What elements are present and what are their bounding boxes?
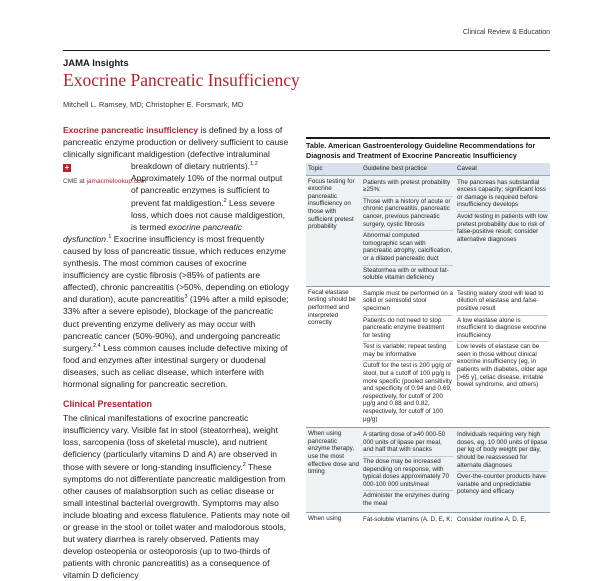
section-heading: Clinical Presentation bbox=[63, 399, 153, 410]
table-cell-caveat bbox=[455, 513, 550, 528]
table-cell-line: Consider routine A, D, E, bbox=[457, 515, 527, 523]
table-cell-line: Fat-soluble vitamins (A, D, E, K; bbox=[363, 515, 453, 523]
cme-block bbox=[63, 160, 147, 222]
lead-term: Exocrine pancreatic insufficiency bbox=[63, 125, 199, 135]
intro-text-e: Exocrine insufficiency is most frequently caused by loss of pancreatic tissue, which reduces enzyme synthesis. The most common causes of exocrine insufficiency are cystic fibrosis (>85% of patients are affected), chronic pancreatitis (>50%, depending on etiology and duration), acute pancreatitis bbox=[63, 233, 289, 305]
table-cell-practice bbox=[361, 513, 455, 528]
table-cell-topic: Focus testing for exocrine pancreatic insufficiency on those with sufficient pretest probability bbox=[306, 176, 361, 286]
table-cell-practice bbox=[361, 428, 455, 511]
table-cell-line: Sample must be performed on a solid or semisolid stool specimen bbox=[363, 289, 453, 316]
intro-text-a: is defined by a loss of pancreatic enzyme production or delivery sufficient to cause clinically significant maldigestion (defective intraluminal breakdown of dietary nutrients). bbox=[63, 125, 289, 172]
section-label: Clinical Review & Education bbox=[462, 29, 550, 36]
body-column bbox=[63, 124, 290, 581]
header-rule bbox=[63, 50, 550, 51]
table-cell-line: Steatorrhea with or without fat-soluble vitamin deficiency bbox=[363, 266, 449, 282]
guideline-table bbox=[306, 137, 550, 523]
table-caption: Table. American Gastroenterology Guideline Recommendations for Diagnosis and Treatment of Exocrine Pancreatic Insufficiency bbox=[306, 141, 536, 160]
citation: 2 bbox=[242, 461, 246, 468]
table-cell-line: Testing watery stool will lead to dilution of elastase and false-positive result bbox=[457, 289, 548, 316]
table-cell-line: A starting dose of ≥40 000-50 000 units of lipase per meal, and half that with snacks bbox=[363, 430, 453, 457]
intro-text-c: Less severe loss, which does not cause maldigestion, is termed bbox=[131, 197, 286, 232]
table-cell-line: A low elastase alone is insufficient to diagnose exocrine insufficiency bbox=[457, 316, 548, 343]
table-cell-line: Administer the enzymes during the meal bbox=[363, 492, 450, 507]
table-cell-topic: Fecal elastase testing should be performed and interpreted correctly bbox=[308, 288, 356, 327]
intro-text-g: Less common causes include defective mixing of food and enzymes after intestinal surgery or duodenal diseases, such as celiac disease, which interfere with hormonal signaling for pancreatic secretion. bbox=[63, 342, 288, 389]
intro-paragraph bbox=[63, 124, 290, 390]
citation: 2 bbox=[223, 197, 227, 204]
table-header-practice: Guideline best practice bbox=[361, 163, 455, 176]
table-cell-practice bbox=[361, 287, 455, 428]
clinical-text-b: These symptoms do not differentiate pancreatic maldigestion from other causes of malabsorption such as celiac disease or small intestinal bacterial overgrowth. Symptoms may also include bloating and excess flatulence. Patients may note oil or grease in the stool or toilet water and malodorous stools, but watery diarrhea is rarely observed. Patients may develop osteopenia or osteoporosis (up to two-thirds of patients with chronic pancreatitis) as a consequence of vitamin D deficiency bbox=[63, 461, 290, 581]
table-cell-practice bbox=[361, 176, 455, 286]
cme-label: CME at bbox=[63, 178, 87, 186]
table-header-caveat: Caveat bbox=[455, 163, 550, 176]
intro-text-f: (19% after a mild episode; 33% after a severe episode), blockage of the pancreatic duct preventing enzyme delivery as may occur with pancreatic cancer (50%-90%), and undergoing pancreatic surgery. bbox=[63, 294, 289, 353]
citation: 1,2 bbox=[250, 161, 258, 168]
table-cell-line: Cutoff for the test is 200 μg/g of stool, but a cutoff of 100 μg/g is more specific (pooled sensitivity and specificity of 0.94 and 0.69, respectively, for cutoff of 200 μg/g and 0.88 and 0.82, respectively, for cutoff of 100 μg/g) bbox=[363, 362, 452, 423]
table-cell-line: Low levels of elastase can be seen in those without clinical exocrine insufficiency (eg, in patients with diabetes, older age [>65 y], celiac disease, irritable bowel syndrome, and others) bbox=[457, 343, 548, 389]
cme-line bbox=[63, 176, 147, 188]
citation: 3 bbox=[184, 294, 188, 301]
table-cell-line: Avoid testing in patients with low pretest probability due to risk of false-positive result; consider alternative diagnoses bbox=[457, 212, 548, 243]
table-cell-topic: When using bbox=[308, 514, 342, 522]
intro-text-b: Approximately 10% of the normal output of pancreatic enzymes is sufficient to prevent fat maldigestion. bbox=[131, 173, 283, 208]
clinical-paragraph bbox=[63, 412, 290, 581]
cme-plus-icon: + bbox=[64, 163, 70, 173]
intro-text-d: . bbox=[106, 233, 109, 244]
table-cell-caveat bbox=[455, 176, 550, 286]
table-cell-line: Abnormal computed tomographic scan with pancreatic atrophy, calcification, or a dilated pancreatic duct bbox=[363, 231, 453, 265]
clinical-text-a: The clinical manifestations of exocrine pancreatic insufficiency vary. Visible fat in stool (steatorrhea), weight loss, sarcopenia (loss of skeletal muscle), and nutrient deficiency (particularly vitamins D and A) are observed in those with severe or long-standing insufficiency. bbox=[63, 413, 278, 472]
cme-link[interactable]: jamacmelookup.com bbox=[86, 178, 147, 186]
italic-term: exocrine pancreatic dysfunction bbox=[63, 221, 243, 244]
table-cell-line: Test is variable; repeat testing may be informative bbox=[363, 342, 453, 361]
kicker: JAMA Insights bbox=[63, 58, 129, 69]
citation: 2,4 bbox=[93, 342, 101, 349]
article-title: Exocrine Pancreatic Insufficiency bbox=[63, 70, 300, 90]
author-line: Mitchell L. Ramsey, MD; Christopher E. Forsmark, MD bbox=[63, 100, 244, 109]
table-header-topic: Topic bbox=[306, 163, 361, 176]
table-cell-line: Over-the-counter products have variable and unpredictable potency and efficacy bbox=[457, 473, 546, 496]
table-grid bbox=[306, 163, 550, 527]
table-cell-line: Patients with pretest probability ≥25%: bbox=[363, 178, 453, 197]
table-cell-line: Those with a history of acute or chronic pancreatitis, pancreatic cancer, previous pancreatic surgery, cystic fibrosis bbox=[363, 197, 453, 231]
table-cell-line: Individuals requiring very high doses, eg, 10 000 units of lipase per kg of body weight per day, should be reassessed for alternate diagnoses bbox=[457, 430, 548, 472]
table-cell-line: The dose may be increased depending on response, with typical doses approximately 70 000-100 000 units/meal bbox=[363, 457, 453, 491]
table-cell-line: The pancreas has substantial excess capacity; significant loss or damage is required before insufficiency develops bbox=[457, 178, 548, 212]
table-cell-caveat bbox=[455, 428, 550, 511]
table-cell-line: Patients do not need to stop pancreatic enzyme treatment for testing bbox=[363, 316, 453, 343]
citation: 1 bbox=[108, 234, 112, 241]
table-cell-caveat bbox=[455, 287, 550, 428]
table-cell-topic: When using pancreatic enzyme therapy, use the most effective dose and timing bbox=[306, 428, 361, 511]
